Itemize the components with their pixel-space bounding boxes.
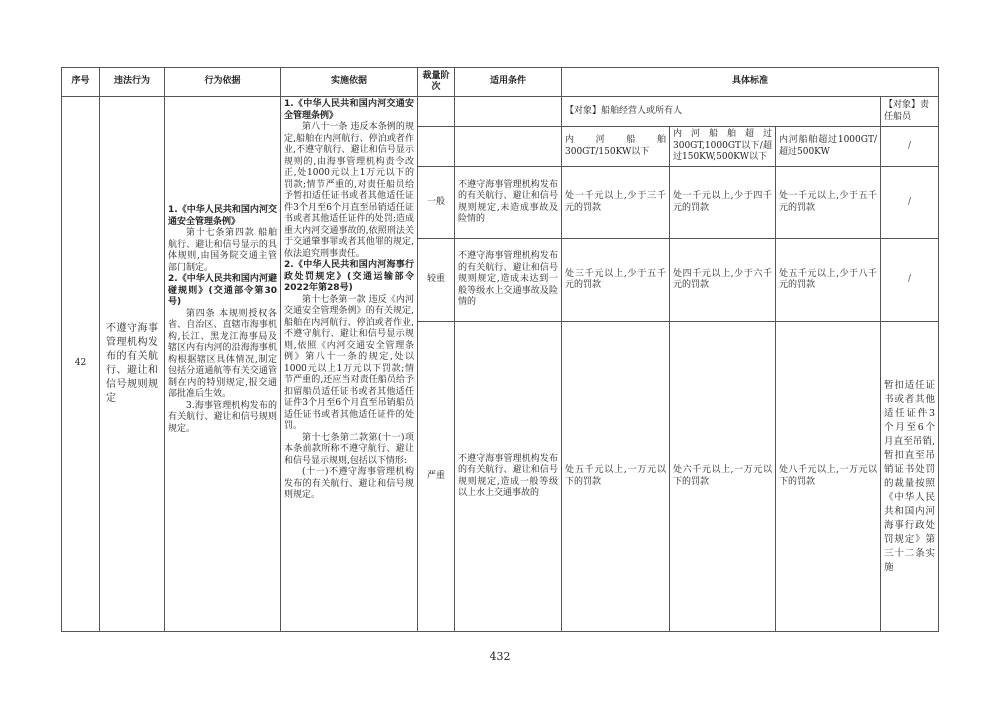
blank-condition-cell [455, 97, 562, 127]
violation-cell: 不遵守海事管理机构发布的有关航行、避让和信号规则规定 [100, 97, 165, 632]
basis-p4: 第四条 本规则授权各省、自治区、直辖市海事机构,长江、黑龙江海事局及辖区内有内河的沿海海事机构根据辖区具体情况,制定包括分道通航等有关交通管制在内的特别规定,报交通部批准后生效。 [168, 308, 277, 399]
value-serious-large: 处五千元以上,少于八千元的罚款 [776, 239, 881, 322]
impl-p3: 2.《中华人民共和国内河海事行政处罚规定》(交通运输部令2022年第28号) [284, 260, 414, 293]
page-number: 432 [489, 650, 511, 663]
value-severe-small: 处五千元以上,一万元以下的罚款 [562, 322, 670, 632]
seq-cell: 42 [62, 97, 100, 632]
blank-condition-cell-2 [455, 127, 562, 167]
impl-p6: (十一)不遵守海事管理机构发布的有关航行、避让和信号规则规定。 [284, 467, 414, 500]
basis-p3: 2.《中华人民共和国内河避碰规则》(交通部令第30号) [168, 274, 277, 307]
object-owner-cell: 【对象】船舶经营人或所有人 [562, 97, 881, 127]
crew-serious: / [881, 239, 939, 322]
blank-level-cell [418, 97, 455, 127]
subheader-large-vessel: 内河船舶超过1000GT/超过500KW [776, 127, 881, 167]
level-severe: 严重 [418, 322, 455, 632]
crew-general: / [881, 167, 939, 239]
header-seq: 序号 [62, 68, 100, 97]
header-condition: 适用条件 [455, 68, 562, 97]
value-severe-large: 处八千元以上,一万元以下的罚款 [776, 322, 881, 632]
crew-severe: 暂扣适任证书或者其他适任证件3个月至6个月直至吊销,暂扣直至吊销证书处罚的裁量按照《中华人民共和国内河海事行政处罚规定》第三十二条实施 [881, 322, 939, 632]
impl-p5: 第十七条第二款第(十一)项 本条前款所称不遵守航行、避让和信号显示规则,包括以下情形: [284, 432, 414, 466]
condition-severe: 不遵守海事管理机构发布的有关航行、避让和信号规则规定,造成一般等级以上水上交通事故的 [455, 322, 562, 632]
value-general-medium: 处一千元以上,少于四千元的罚款 [670, 167, 776, 239]
object-crew-cell: 【对象】责任船员 [881, 97, 939, 127]
value-serious-small: 处三千元以上,少于五千元的罚款 [562, 239, 670, 322]
basis-p2: 第十七条第四款 船舶航行、避让和信号显示的具体规则,由国务院交通主管部门制定。 [168, 228, 277, 273]
subheader-small-vessel: 内河船舶300GT/150KW以下 [562, 127, 670, 167]
subheader-medium-vessel: 内河船舶超过300GT,1000GT以下/超过150KW,500KW以下 [670, 127, 776, 167]
impl-p2: 第八十一条 违反本条例的规定,船舶在内河航行、停泊或者作业,不遵守航行、避让和信号显示规则的,由海事管理机构责令改正,处1000元以上1万元以下的罚款;情节严重的,对责任船员给予暂扣适任证书或者其他适任证件3个月至6个月直至吊销适任证书或者其他适任证件的处罚;造成重大内河交通事故的,依照刑法关于交通肇事罪或者其他罪的规定,依法追究刑事责任。 [284, 122, 414, 259]
object-row [62, 97, 939, 127]
header-violation: 违法行为 [100, 68, 165, 97]
header-level: 裁量阶次 [418, 68, 455, 97]
impl-p1: 1.《中华人民共和国内河交通安全管理条例》 [284, 99, 414, 121]
basis-p1: 1.《中华人民共和国内河交通安全管理条例》 [168, 205, 277, 227]
condition-serious: 不遵守海事管理机构发布的有关航行、避让和信号规则规定,造成未达到一般等级水上交通事故及险情的 [455, 239, 562, 322]
penalty-standard-table [61, 67, 939, 632]
blank-level-cell-2 [418, 127, 455, 167]
header-basis: 行为依据 [165, 68, 281, 97]
value-general-small: 处一千元以上,少于三千元的罚款 [562, 167, 670, 239]
header-implementation: 实施依据 [281, 68, 418, 97]
value-general-large: 处一千元以上,少于五千元的罚款 [776, 167, 881, 239]
basis-cell [165, 97, 281, 632]
implementation-cell [281, 97, 418, 632]
subheader-crew-slash: / [881, 127, 939, 167]
condition-general: 不遵守海事管理机构发布的有关航行、避让和信号规则规定,未造成事故及险情的 [455, 167, 562, 239]
value-severe-medium: 处六千元以上,一万元以下的罚款 [670, 322, 776, 632]
impl-p4: 第十七条第一款 违反《内河交通安全管理条例》的有关规定,船舶在内河航行、停泊或者作业,不遵守航行、避让和信号显示规则,依照《内河交通安全管理条例》第八十一条的规定,处以1000元以上1万元以下罚款;情节严重的,还应当对责任船员给予扣留船员适任证书或者其他适任证件3个月至6个月直至吊销船员适任证书或者其他适任证件的处罚。 [284, 294, 414, 431]
level-serious: 较重 [418, 239, 455, 322]
header-row [62, 68, 939, 97]
value-serious-medium: 处四千元以上,少于六千元的罚款 [670, 239, 776, 322]
header-standard: 具体标准 [562, 68, 939, 97]
basis-p5: 3.海事管理机构发布的有关航行、避让和信号规则规定。 [168, 400, 277, 434]
level-general: 一般 [418, 167, 455, 239]
